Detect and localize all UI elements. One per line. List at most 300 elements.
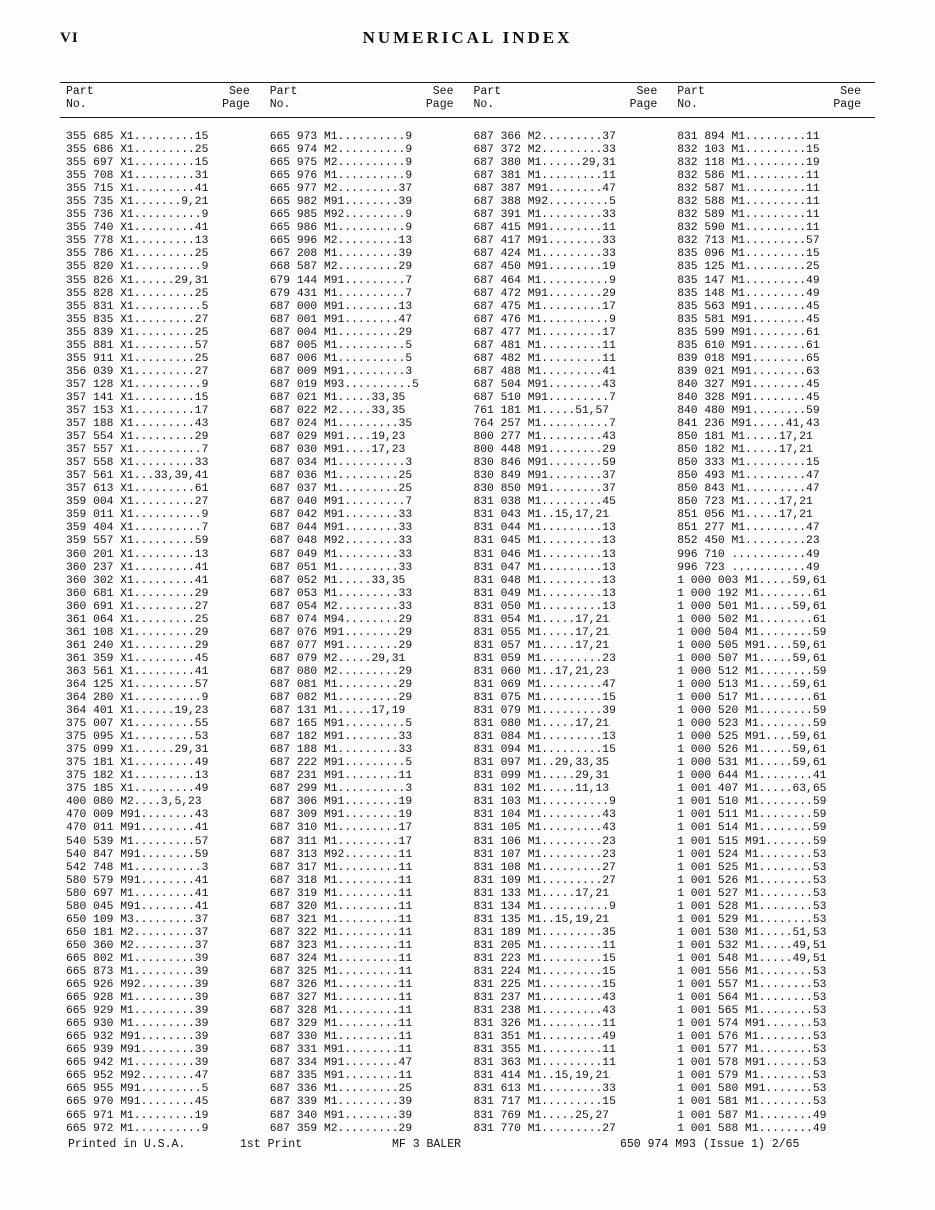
footer-print-run: 1st Print	[240, 1138, 303, 1151]
header-col-2	[264, 83, 468, 117]
index-entry: 850 843 M1.........47	[677, 483, 820, 496]
index-entry: 851 277 M1.........47	[677, 522, 820, 535]
header-see-line1-3: See	[636, 85, 658, 98]
index-entry: 841 236 M91.....41,43	[677, 418, 820, 431]
index-entry: 1 000 501 M1.....59,61	[677, 600, 827, 613]
index-entry: 831 046 M1.........13	[473, 548, 616, 561]
index-entry: 850 493 M1.........47	[677, 470, 820, 483]
index-columns	[60, 131, 875, 1136]
index-entry: 831 237 M1.........43	[473, 992, 616, 1005]
index-entry: 375 007 X1.........55	[66, 718, 209, 731]
index-entry: 840 480 M91........59	[677, 404, 820, 417]
index-entry: 687 359 M2.........29	[269, 1122, 413, 1135]
index-entry: 831 105 M1.........43	[473, 822, 616, 835]
index-entry: 687 005 M1..........5	[269, 339, 413, 352]
index-entry: 355 911 X1.........25	[66, 352, 209, 365]
index-column-4	[671, 131, 875, 1136]
index-entry: 375 185 X1.........49	[66, 783, 209, 796]
index-entry: 835 610 M91........61	[677, 339, 820, 352]
index-entry: 831 717 M1.........15	[473, 1096, 616, 1109]
index-entry: 360 201 X1.........13	[66, 548, 209, 561]
index-entry: 687 040 M91.........7	[269, 496, 413, 509]
index-entry: 687 188 M1.........33	[269, 744, 413, 757]
index-entry: 665 972 M1..........9	[66, 1122, 209, 1135]
index-entry: 665 985 M92.........9	[269, 209, 413, 222]
index-entry: 355 686 X1.........25	[66, 144, 209, 157]
index-entry: 831 414 M1..15,19,21	[473, 1070, 610, 1083]
index-entry: 375 099 X1......29,31	[66, 744, 209, 757]
index-entry: 1 001 577 M1........53	[677, 1044, 827, 1057]
footer-printed-in: Printed in U.S.A.	[68, 1138, 186, 1151]
index-entry: 687 165 M91.........5	[269, 718, 413, 731]
index-entry: 687 029 M91....19,23	[269, 431, 406, 444]
index-entry: 1 001 587 M1........49	[677, 1109, 827, 1122]
index-entry: 831 099 M1.....29,31	[473, 770, 610, 783]
index-entry: 831 189 M1.........35	[473, 926, 616, 939]
index-entry: 835 148 M1.........49	[677, 287, 820, 300]
index-entry: 1 000 517 M1........61	[677, 692, 827, 705]
index-entry: 400 080 M2....3,5,23	[66, 796, 202, 809]
index-entry: 687 324 M1.........11	[269, 952, 413, 965]
index-entry: 831 613 M1.........33	[473, 1083, 616, 1096]
index-entry: 831 134 M1..........9	[473, 900, 616, 913]
index-entry: 687 327 M1.........11	[269, 992, 413, 1005]
index-entry: 831 106 M1.........23	[473, 835, 616, 848]
header-part-line1-3: Part	[473, 85, 502, 98]
index-entry: 687 051 M1.........33	[269, 561, 413, 574]
index-entry: 665 996 M2.........13	[269, 235, 413, 248]
index-entry: 687 231 M91........11	[269, 770, 413, 783]
index-entry: 361 240 X1.........29	[66, 639, 209, 652]
index-entry: 687 381 M1.........11	[473, 170, 616, 183]
index-entry: 361 108 X1.........29	[66, 626, 209, 639]
index-entry: 687 321 M1.........11	[269, 913, 413, 926]
index-entry: 687 222 M91.........5	[269, 757, 413, 770]
index-entry: 1 001 578 M91.......53	[677, 1057, 827, 1070]
index-entry: 687 477 M1.........17	[473, 326, 616, 339]
index-entry: 831 109 M1.........27	[473, 874, 616, 887]
header-part-label-2	[270, 85, 298, 111]
index-entry: 355 697 X1.........15	[66, 157, 209, 170]
index-entry: 355 736 X1..........9	[66, 209, 209, 222]
index-entry: 355 828 X1.........25	[66, 287, 209, 300]
index-entry: 687 326 M1.........11	[269, 979, 413, 992]
index-entry: 687 080 M2.........29	[269, 665, 413, 678]
index-entry: 832 588 M1.........11	[677, 196, 820, 209]
index-entry: 665 929 M1.........39	[66, 1005, 209, 1018]
index-entry: 679 144 M91.........7	[269, 274, 413, 287]
index-entry: 831 770 M1.........27	[473, 1122, 616, 1135]
index-entry: 665 975 M2..........9	[269, 157, 413, 170]
index-entry: 831 108 M1.........27	[473, 861, 616, 874]
header-part-label-1	[66, 85, 94, 111]
index-entry: 831 050 M1.........13	[473, 600, 616, 613]
index-entry: 687 476 M1..........9	[473, 313, 616, 326]
index-entry: 355 740 X1.........41	[66, 222, 209, 235]
index-entry: 1 001 526 M1........53	[677, 874, 827, 887]
footer-model: MF 3 BALER	[392, 1138, 462, 1151]
index-entry: 665 974 M2..........9	[269, 144, 413, 157]
index-entry: 687 388 M92.........5	[473, 196, 616, 209]
index-entry: 832 713 M1.........57	[677, 235, 820, 248]
index-entry: 1 001 581 M1........53	[677, 1096, 827, 1109]
index-entry: 1 001 548 M1.....49,51	[677, 952, 827, 965]
index-entry: 687 335 M91........11	[269, 1070, 413, 1083]
index-entry: 580 045 M91........41	[66, 900, 209, 913]
index-entry: 832 589 M1.........11	[677, 209, 820, 222]
header-col-4	[671, 83, 875, 117]
index-entry: 360 237 X1.........41	[66, 561, 209, 574]
index-entry: 687 372 M2.........33	[473, 144, 616, 157]
index-entry: 687 081 M1.........29	[269, 678, 413, 691]
index-entry: 687 082 M1.........29	[269, 692, 413, 705]
index-entry: 375 182 X1.........13	[66, 770, 209, 783]
index-entry: 687 044 M91........33	[269, 522, 413, 535]
index-entry: 1 001 515 M91.......59	[677, 835, 827, 848]
index-column-3	[468, 131, 672, 1136]
index-entry: 831 238 M1.........43	[473, 1005, 616, 1018]
index-entry: 831 102 M1.....11,13	[473, 783, 610, 796]
index-entry: 359 011 X1..........9	[66, 509, 209, 522]
index-entry: 375 181 X1.........49	[66, 757, 209, 770]
index-entry: 687 366 M2.........37	[473, 131, 616, 143]
index-entry: 687 000 M91........13	[269, 300, 413, 313]
index-entry: 831 084 M1.........13	[473, 731, 616, 744]
index-entry: 687 311 M1.........17	[269, 835, 413, 848]
index-entry: 687 330 M1.........11	[269, 1031, 413, 1044]
index-entry: 1 001 407 M1.....63,65	[677, 783, 827, 796]
index-entry: 355 831 X1..........5	[66, 300, 209, 313]
index-entry: 1 001 530 M1.....51,53	[677, 926, 827, 939]
header-see-label-3	[630, 85, 658, 111]
index-entry: 1 000 505 M91....59,61	[677, 639, 827, 652]
index-entry: 764 257 M1..........7	[473, 418, 616, 431]
index-entry: 1 001 588 M1........49	[677, 1122, 827, 1135]
index-entry: 364 401 X1......19,23	[66, 705, 209, 718]
index-entry: 687 482 M1.........11	[473, 352, 616, 365]
index-entry: 687 317 M1.........11	[269, 861, 413, 874]
index-entry: 830 849 M91........37	[473, 470, 616, 483]
index-entry: 831 048 M1.........13	[473, 574, 616, 587]
index-entry: 687 488 M1.........41	[473, 365, 616, 378]
index-entry: 357 141 X1.........15	[66, 391, 209, 404]
index-entry: 687 336 M1.........25	[269, 1083, 413, 1096]
index-entry: 355 708 X1.........31	[66, 170, 209, 183]
index-entry: 830 850 M91........37	[473, 483, 616, 496]
index-entry: 360 681 X1.........29	[66, 587, 209, 600]
index-entry: 831 326 M1.........11	[473, 1018, 616, 1031]
index-entry: 1 000 525 M91....59,61	[677, 731, 827, 744]
index-entry: 831 060 M1..17,21,23	[473, 665, 610, 678]
footer-doc-code: 650 974 M93 (Issue 1) 2/65	[620, 1138, 800, 1151]
index-entry: 687 310 M1.........17	[269, 822, 413, 835]
index-entry: 831 043 M1..15,17,21	[473, 509, 610, 522]
index-entry: 831 133 M1.....17,21	[473, 887, 610, 900]
header-part-line2-4: No.	[677, 98, 698, 111]
index-entry: 687 036 M1.........25	[269, 470, 413, 483]
index-entry: 1 000 520 M1........59	[677, 705, 827, 718]
index-entry: 687 004 M1.........29	[269, 326, 413, 339]
index-entry: 850 723 M1.....17,21	[677, 496, 813, 509]
index-entry: 1 000 512 M1........59	[677, 665, 827, 678]
index-entry: 687 306 M91........19	[269, 796, 413, 809]
index-entry: 831 079 M1.........39	[473, 705, 616, 718]
header-see-line2-3: Page	[629, 98, 658, 111]
index-entry: 831 059 M1.........23	[473, 652, 616, 665]
header-see-line1-1: See	[229, 85, 250, 98]
index-entry: 1 001 529 M1........53	[677, 913, 827, 926]
index-entry: 355 778 X1.........13	[66, 235, 209, 248]
index-entry: 831 103 M1..........9	[473, 796, 616, 809]
index-entry: 831 351 M1.........49	[473, 1031, 616, 1044]
index-entry: 1 001 574 M91.......53	[677, 1018, 827, 1031]
numerical-index-table	[60, 82, 875, 1136]
index-entry: 1 000 531 M1.....59,61	[677, 757, 827, 770]
index-entry: 357 558 X1.........33	[66, 457, 209, 470]
index-entry: 835 147 M1.........49	[677, 274, 820, 287]
index-entry: 360 302 X1.........41	[66, 574, 209, 587]
index-entry: 580 579 M91........41	[66, 874, 209, 887]
index-entry: 1 001 556 M1........53	[677, 966, 827, 978]
header-see-line1-4: See	[840, 85, 861, 98]
index-entry: 687 052 M1.....33,35	[269, 574, 406, 587]
index-entry: 831 363 M1.........11	[473, 1057, 616, 1070]
index-entry: 355 826 X1......29,31	[66, 274, 209, 287]
index-entry: 996 710 ...........49	[677, 548, 820, 561]
index-entry: 1 000 502 M1........61	[677, 613, 827, 626]
index-entry: 840 327 M91........45	[677, 378, 820, 391]
index-entry: 835 581 M91........45	[677, 313, 820, 326]
index-entry: 687 318 M1.........11	[269, 874, 413, 887]
index-entry: 687 022 M2.....33,35	[269, 404, 406, 417]
index-entry: 687 391 M1.........33	[473, 209, 616, 222]
index-entry: 831 104 M1.........43	[473, 809, 616, 822]
index-entry: 832 103 M1.........15	[677, 144, 820, 157]
index-entry: 360 691 X1.........27	[66, 600, 209, 613]
index-entry: 665 973 M1..........9	[269, 131, 413, 143]
index-entry: 470 011 M91........41	[66, 822, 209, 835]
index-entry: 665 977 M2.........37	[269, 183, 413, 196]
index-entry: 687 504 M91........43	[473, 378, 616, 391]
index-entry: 687 131 M1.....17,19	[269, 705, 406, 718]
index-entry: 831 057 M1.....17,21	[473, 639, 610, 652]
index-entry: 832 118 M1.........19	[677, 157, 820, 170]
index-entry: 470 009 M91........43	[66, 809, 209, 822]
index-entry: 355 685 X1.........15	[66, 131, 209, 143]
index-entry: 852 450 M1.........23	[677, 535, 820, 548]
index-entry: 687 019 M93..........5	[269, 378, 419, 391]
header-col-3	[468, 83, 672, 117]
index-entry: 687 079 M2.....29,31	[269, 652, 406, 665]
index-entry: 840 328 M91........45	[677, 391, 820, 404]
index-entry: 832 586 M1.........11	[677, 170, 820, 183]
index-entry: 831 135 M1..15,19,21	[473, 913, 610, 926]
index-entry: 850 182 M1.....17,21	[677, 444, 813, 457]
index-entry: 687 387 M91........47	[473, 183, 616, 196]
header-see-line2-2: Page	[425, 98, 454, 111]
index-entry: 687 006 M1..........5	[269, 352, 413, 365]
index-entry: 687 450 M91........19	[473, 261, 616, 274]
index-entry: 687 472 M91........29	[473, 287, 616, 300]
index-entry: 831 069 M1.........47	[473, 678, 616, 691]
index-entry: 1 001 524 M1........53	[677, 848, 827, 861]
index-entry: 1 001 576 M1........53	[677, 1031, 827, 1044]
index-entry: 687 328 M1.........11	[269, 1005, 413, 1018]
index-entry: 357 188 X1.........43	[66, 418, 209, 431]
index-entry: 1 000 504 M1........59	[677, 626, 827, 639]
index-entry: 839 021 M91........63	[677, 365, 820, 378]
index-entry: 687 464 M1..........9	[473, 274, 616, 287]
index-column-1	[60, 131, 264, 1136]
index-entry: 687 329 M1.........11	[269, 1018, 413, 1031]
page-number: VI	[60, 30, 79, 46]
index-entry: 996 723 ...........49	[677, 561, 820, 574]
header-part-line1-4: Part	[677, 85, 705, 98]
header-col-1	[60, 83, 264, 117]
index-entry: 359 557 X1.........59	[66, 535, 209, 548]
header-part-line1-2: Part	[269, 85, 298, 98]
index-entry: 1 001 532 M1.....49,51	[677, 939, 827, 952]
index-entry: 665 939 M91........39	[66, 1044, 209, 1057]
index-entry: 665 930 M1.........39	[66, 1018, 209, 1031]
index-entry: 687 313 M92........11	[269, 848, 413, 861]
index-entry: 800 448 M91........29	[473, 444, 616, 457]
index-entry: 361 359 X1.........45	[66, 652, 209, 665]
index-entry: 850 333 M1.........15	[677, 457, 820, 470]
index-entry: 359 404 X1..........7	[66, 522, 209, 535]
index-entry: 1 001 565 M1........53	[677, 1005, 827, 1018]
index-entry: 1 001 511 M1........59	[677, 809, 827, 822]
index-entry: 357 561 X1...33,39,41	[66, 470, 209, 483]
index-entry: 687 024 M1.........35	[269, 418, 413, 431]
header-part-line1-1: Part	[66, 85, 94, 98]
index-entry: 831 224 M1.........15	[473, 966, 616, 978]
index-entry: 687 001 M91........47	[269, 313, 413, 326]
index-entry: 542 748 M1..........3	[66, 861, 209, 874]
header-part-label-4	[677, 85, 705, 111]
index-entry: 831 047 M1.........13	[473, 561, 616, 574]
index-entry: 687 325 M1.........11	[269, 966, 413, 978]
index-entry: 687 299 M1..........3	[269, 783, 413, 796]
table-header-row	[60, 83, 875, 117]
index-entry: 687 053 M1.........33	[269, 587, 413, 600]
index-entry: 364 280 X1..........9	[66, 692, 209, 705]
index-entry: 1 001 564 M1........53	[677, 992, 827, 1005]
index-entry: 831 894 M1.........11	[677, 131, 820, 143]
index-entry: 831 080 M1.....17,21	[473, 718, 610, 731]
index-entry: 687 481 M1.........11	[473, 339, 616, 352]
index-entry: 687 339 M1.........39	[269, 1096, 413, 1109]
index-entry: 665 952 M92........47	[66, 1070, 209, 1083]
index-entry: 832 590 M1.........11	[677, 222, 820, 235]
index-entry: 665 955 M91.........5	[66, 1083, 209, 1096]
index-entry: 1 000 003 M1.....59,61	[677, 574, 827, 587]
page-footer	[0, 1138, 935, 1158]
index-entry: 831 045 M1.........13	[473, 535, 616, 548]
index-entry: 831 044 M1.........13	[473, 522, 616, 535]
index-entry: 1 000 523 M1........59	[677, 718, 827, 731]
index-entry: 687 322 M1.........11	[269, 926, 413, 939]
index-entry: 687 340 M91........39	[269, 1109, 413, 1122]
index-entry: 1 001 525 M1........53	[677, 861, 827, 874]
index-entry: 665 982 M91........39	[269, 196, 413, 209]
index-entry: 831 097 M1..29,33,35	[473, 757, 610, 770]
index-entry: 665 971 M1.........19	[66, 1109, 209, 1122]
index-entry: 687 309 M91........19	[269, 809, 413, 822]
index-entry: 687 331 M91........11	[269, 1044, 413, 1057]
header-see-line2-4: Page	[833, 98, 861, 111]
index-entry: 687 415 M91........11	[473, 222, 616, 235]
index-entry: 357 153 X1.........17	[66, 404, 209, 417]
index-entry: 355 820 X1..........9	[66, 261, 209, 274]
index-entry: 831 075 M1.........15	[473, 692, 616, 705]
index-entry: 835 096 M1.........15	[677, 248, 820, 261]
header-see-label-1	[222, 85, 250, 111]
index-entry: 687 009 M91.........3	[269, 365, 413, 378]
index-entry: 687 076 M91........29	[269, 626, 413, 639]
index-entry: 687 334 M91........47	[269, 1057, 413, 1070]
index-entry: 355 835 X1.........27	[66, 313, 209, 326]
index-entry: 357 613 X1.........61	[66, 483, 209, 496]
index-entry: 1 000 526 M1.....59,61	[677, 744, 827, 757]
index-entry: 830 846 M91........59	[473, 457, 616, 470]
index-entry: 357 554 X1.........29	[66, 431, 209, 444]
index-entry: 687 054 M2.........33	[269, 600, 413, 613]
index-entry: 687 475 M1.........17	[473, 300, 616, 313]
index-entry: 356 039 X1.........27	[66, 365, 209, 378]
header-see-line1-2: See	[432, 85, 454, 98]
index-entry: 1 001 510 M1........59	[677, 796, 827, 809]
header-part-line2-3: No.	[473, 98, 495, 111]
index-entry: 1 001 527 M1........53	[677, 887, 827, 900]
header-part-label-3	[474, 85, 502, 111]
index-entry: 650 181 M2.........37	[66, 926, 209, 939]
index-entry: 363 561 X1.........41	[66, 665, 209, 678]
index-entry: 687 320 M1.........11	[269, 900, 413, 913]
index-entry: 687 323 M1.........11	[269, 939, 413, 952]
page-title: NUMERICAL INDEX	[362, 28, 573, 47]
index-entry: 1 000 507 M1.....59,61	[677, 652, 827, 665]
index-entry: 687 030 M91....17,23	[269, 444, 406, 457]
index-entry: 665 802 M1.........39	[66, 952, 209, 965]
index-entry: 665 942 M1.........39	[66, 1057, 209, 1070]
index-entry: 831 223 M1.........15	[473, 952, 616, 965]
index-entry: 831 054 M1.....17,21	[473, 613, 610, 626]
index-entry: 650 360 M2.........37	[66, 939, 209, 952]
index-entry: 687 034 M1..........3	[269, 457, 413, 470]
index-entry: 361 064 X1.........25	[66, 613, 209, 626]
index-entry: 1 001 557 M1........53	[677, 979, 827, 992]
header-see-label-2	[426, 85, 454, 111]
index-entry: 355 735 X1.......9,21	[66, 196, 209, 209]
header-bottom-rule	[60, 117, 875, 118]
header-see-label-4	[833, 85, 861, 111]
index-entry: 835 563 M91........45	[677, 300, 820, 313]
index-entry: 687 380 M1......29,31	[473, 157, 616, 170]
index-entry: 375 095 X1.........53	[66, 731, 209, 744]
index-entry: 832 587 M1.........11	[677, 183, 820, 196]
index-entry: 665 986 M1..........9	[269, 222, 413, 235]
index-entry: 364 125 X1.........57	[66, 678, 209, 691]
index-entry: 355 786 X1.........25	[66, 248, 209, 261]
index-entry: 540 847 M91........59	[66, 848, 209, 861]
index-entry: 687 319 M1.........11	[269, 887, 413, 900]
index-entry: 831 355 M1.........11	[473, 1044, 616, 1057]
header-part-line2-2: No.	[269, 98, 291, 111]
index-entry: 359 004 X1.........27	[66, 496, 209, 509]
header-part-line2-1: No.	[66, 98, 87, 111]
index-entry: 665 873 M1.........39	[66, 966, 209, 978]
